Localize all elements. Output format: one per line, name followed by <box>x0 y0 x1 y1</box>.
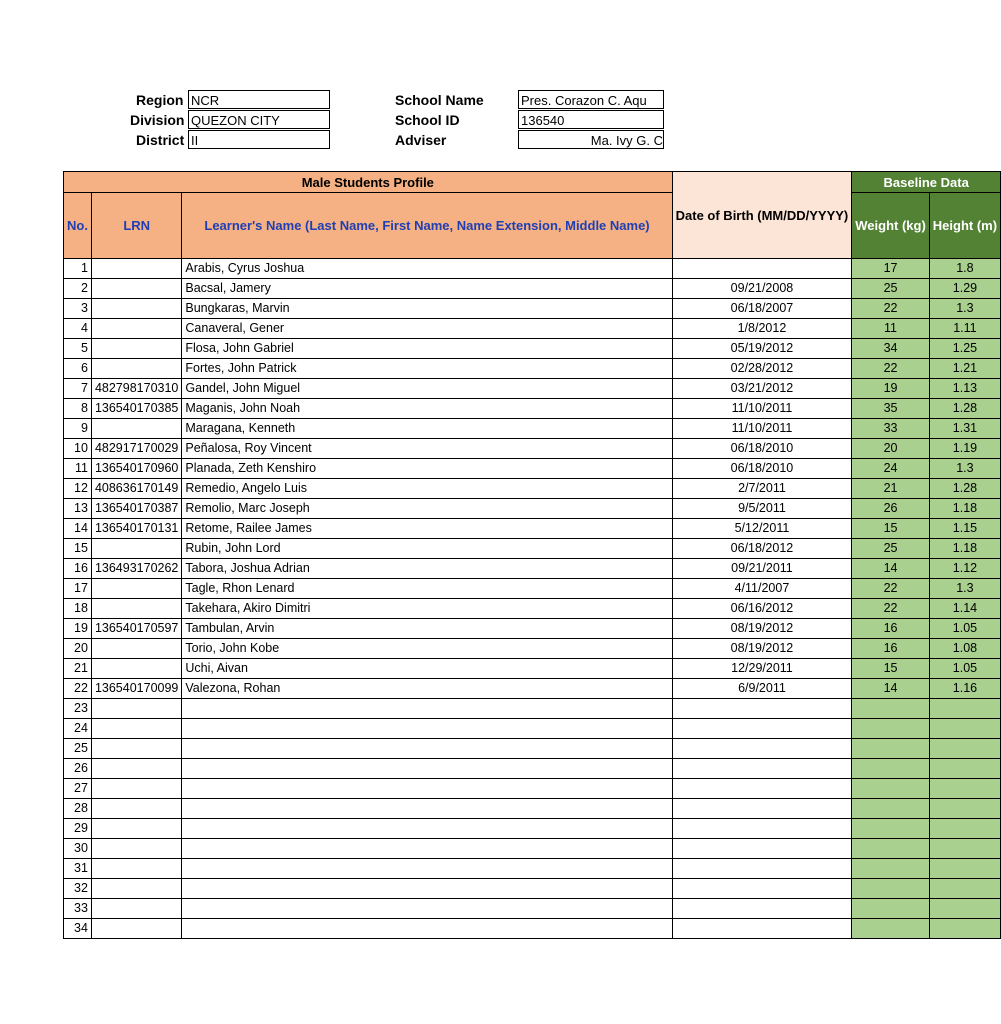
learner-name-cell[interactable] <box>182 739 672 759</box>
height-cell[interactable] <box>929 859 1000 879</box>
weight-cell[interactable] <box>852 879 930 899</box>
table-row <box>64 579 1001 599</box>
table-row <box>64 799 1001 819</box>
weight-cell[interactable]: 21 <box>852 479 930 499</box>
adviser-label: Adviser <box>395 132 447 148</box>
row-number[interactable]: 6 <box>64 359 92 379</box>
dob-cell[interactable] <box>672 899 852 919</box>
weight-cell[interactable] <box>852 719 930 739</box>
height-cell[interactable]: 1.14 <box>929 599 1000 619</box>
learner-name-cell[interactable]: Canaveral, Gener <box>182 319 672 339</box>
table-row <box>64 739 1001 759</box>
height-cell[interactable]: 1.18 <box>929 539 1000 559</box>
dob-cell[interactable] <box>672 739 852 759</box>
row-number[interactable]: 21 <box>64 659 92 679</box>
dob-cell[interactable]: 9/5/2011 <box>672 499 852 519</box>
learner-name-cell[interactable]: Bungkaras, Marvin <box>182 299 672 319</box>
dob-cell[interactable]: 2/7/2011 <box>672 479 852 499</box>
weight-cell[interactable]: 11 <box>852 319 930 339</box>
table-row <box>64 499 1001 519</box>
height-cell[interactable]: 1.08 <box>929 639 1000 659</box>
weight-cell[interactable]: 16 <box>852 619 930 639</box>
lrn-header: LRN <box>91 193 181 259</box>
lrn-cell[interactable]: 136540170387 <box>91 499 181 519</box>
dob-cell[interactable]: 06/16/2012 <box>672 599 852 619</box>
weight-cell[interactable] <box>852 739 930 759</box>
table-row <box>64 479 1001 499</box>
row-number[interactable]: 30 <box>64 839 92 859</box>
weight-cell[interactable] <box>852 699 930 719</box>
lrn-cell[interactable] <box>91 659 181 679</box>
lrn-cell[interactable] <box>91 899 181 919</box>
height-cell[interactable] <box>929 739 1000 759</box>
lrn-cell[interactable] <box>91 339 181 359</box>
height-cell[interactable]: 1.3 <box>929 579 1000 599</box>
lrn-cell[interactable] <box>91 299 181 319</box>
table-row <box>64 839 1001 859</box>
weight-cell[interactable]: 22 <box>852 579 930 599</box>
lrn-cell[interactable] <box>91 919 181 939</box>
weight-cell[interactable]: 34 <box>852 339 930 359</box>
row-number[interactable]: 27 <box>64 779 92 799</box>
weight-cell[interactable]: 14 <box>852 559 930 579</box>
row-number[interactable]: 14 <box>64 519 92 539</box>
dob-cell[interactable] <box>672 799 852 819</box>
weight-cell[interactable]: 22 <box>852 299 930 319</box>
table-row <box>64 539 1001 559</box>
row-number[interactable]: 2 <box>64 279 92 299</box>
learner-name-cell[interactable] <box>182 819 672 839</box>
lrn-cell[interactable] <box>91 859 181 879</box>
lrn-cell[interactable] <box>91 739 181 759</box>
division-label: Division <box>130 112 185 128</box>
row-number[interactable]: 17 <box>64 579 92 599</box>
lrn-cell[interactable] <box>91 819 181 839</box>
table-row <box>64 279 1001 299</box>
dob-cell[interactable] <box>672 699 852 719</box>
table-row <box>64 819 1001 839</box>
learner-name-cell[interactable] <box>182 919 672 939</box>
height-header: Height (m) <box>929 193 1000 259</box>
weight-cell[interactable]: 20 <box>852 439 930 459</box>
height-cell[interactable]: 1.13 <box>929 379 1000 399</box>
table-row <box>64 879 1001 899</box>
row-number[interactable]: 24 <box>64 719 92 739</box>
row-number[interactable]: 5 <box>64 339 92 359</box>
lrn-cell[interactable] <box>91 599 181 619</box>
table-row <box>64 599 1001 619</box>
table-row <box>64 779 1001 799</box>
learner-name-cell[interactable] <box>182 879 672 899</box>
learner-name-cell[interactable]: Arabis, Cyrus Joshua <box>182 259 672 279</box>
table-row <box>64 859 1001 879</box>
learner-name-cell[interactable]: Fortes, John Patrick <box>182 359 672 379</box>
table-row <box>64 419 1001 439</box>
school-id-field[interactable]: 136540 <box>518 110 664 129</box>
learner-name-cell[interactable]: Retome, Railee James <box>182 519 672 539</box>
dob-cell[interactable]: 09/21/2008 <box>672 279 852 299</box>
dob-header: Date of Birth (MM/DD/YYYY) <box>672 172 852 259</box>
row-number[interactable]: 15 <box>64 539 92 559</box>
region-field[interactable]: NCR <box>188 90 330 109</box>
learner-name-cell[interactable]: Rubin, John Lord <box>182 539 672 559</box>
weight-cell[interactable] <box>852 799 930 819</box>
baseline-header: Baseline Data <box>852 172 1001 193</box>
lrn-cell[interactable] <box>91 759 181 779</box>
dob-cell[interactable]: 03/21/2012 <box>672 379 852 399</box>
learner-name-cell[interactable]: Peñalosa, Roy Vincent <box>182 439 672 459</box>
height-cell[interactable]: 1.25 <box>929 339 1000 359</box>
weight-cell[interactable]: 25 <box>852 279 930 299</box>
learner-name-cell[interactable] <box>182 899 672 919</box>
height-cell[interactable] <box>929 839 1000 859</box>
height-cell[interactable] <box>929 799 1000 819</box>
dob-cell[interactable] <box>672 839 852 859</box>
row-number[interactable]: 16 <box>64 559 92 579</box>
learner-name-cell[interactable] <box>182 799 672 819</box>
table-row <box>64 759 1001 779</box>
dob-cell[interactable]: 06/18/2012 <box>672 539 852 559</box>
lrn-cell[interactable] <box>91 879 181 899</box>
row-number[interactable]: 28 <box>64 799 92 819</box>
row-number[interactable]: 13 <box>64 499 92 519</box>
row-number[interactable]: 3 <box>64 299 92 319</box>
weight-cell[interactable] <box>852 839 930 859</box>
dob-cell[interactable]: 1/8/2012 <box>672 319 852 339</box>
row-number[interactable]: 19 <box>64 619 92 639</box>
row-number[interactable]: 18 <box>64 599 92 619</box>
weight-cell[interactable]: 26 <box>852 499 930 519</box>
lrn-cell[interactable]: 136493170262 <box>91 559 181 579</box>
dob-cell[interactable]: 06/18/2007 <box>672 299 852 319</box>
height-cell[interactable]: 1.05 <box>929 659 1000 679</box>
dob-cell[interactable]: 06/18/2010 <box>672 439 852 459</box>
height-cell[interactable]: 1.28 <box>929 399 1000 419</box>
height-cell[interactable]: 1.05 <box>929 619 1000 639</box>
table-row <box>64 459 1001 479</box>
dob-cell[interactable] <box>672 759 852 779</box>
weight-cell[interactable]: 22 <box>852 359 930 379</box>
dob-cell[interactable]: 08/19/2012 <box>672 639 852 659</box>
learner-name-cell[interactable]: Tabora, Joshua Adrian <box>182 559 672 579</box>
table-row <box>64 639 1001 659</box>
height-cell[interactable] <box>929 899 1000 919</box>
learner-name-cell[interactable]: Takehara, Akiro Dimitri <box>182 599 672 619</box>
row-number[interactable]: 1 <box>64 259 92 279</box>
learner-name-cell[interactable]: Remedio, Angelo Luis <box>182 479 672 499</box>
learner-name-cell[interactable] <box>182 779 672 799</box>
dob-cell[interactable]: 02/28/2012 <box>672 359 852 379</box>
weight-cell[interactable]: 17 <box>852 259 930 279</box>
lrn-cell[interactable] <box>91 539 181 559</box>
row-number[interactable]: 10 <box>64 439 92 459</box>
dob-cell[interactable]: 05/19/2012 <box>672 339 852 359</box>
table-row <box>64 299 1001 319</box>
row-number[interactable]: 25 <box>64 739 92 759</box>
lrn-cell[interactable]: 136540170597 <box>91 619 181 639</box>
table-row <box>64 899 1001 919</box>
dob-cell[interactable]: 09/21/2011 <box>672 559 852 579</box>
dob-cell[interactable]: 06/18/2010 <box>672 459 852 479</box>
district-field[interactable]: II <box>188 130 330 149</box>
learner-name-cell[interactable]: Valezona, Rohan <box>182 679 672 699</box>
row-number[interactable]: 4 <box>64 319 92 339</box>
height-cell[interactable]: 1.12 <box>929 559 1000 579</box>
weight-cell[interactable] <box>852 759 930 779</box>
weight-cell[interactable]: 15 <box>852 519 930 539</box>
no-header: No. <box>64 193 92 259</box>
weight-cell[interactable]: 15 <box>852 659 930 679</box>
adviser-field[interactable]: Ma. Ivy G. C <box>518 130 664 149</box>
table-row <box>64 519 1001 539</box>
learner-name-cell[interactable]: Remolio, Marc Joseph <box>182 499 672 519</box>
table-row <box>64 379 1001 399</box>
learner-name-cell[interactable]: Torio, John Kobe <box>182 639 672 659</box>
lrn-cell[interactable] <box>91 419 181 439</box>
weight-cell[interactable] <box>852 779 930 799</box>
height-cell[interactable] <box>929 919 1000 939</box>
lrn-cell[interactable]: 136540170131 <box>91 519 181 539</box>
row-number[interactable]: 7 <box>64 379 92 399</box>
name-header: Learner's Name (Last Name, First Name, Name Extension, Middle Name) <box>182 193 672 259</box>
learner-name-cell[interactable]: Planada, Zeth Kenshiro <box>182 459 672 479</box>
learner-name-cell[interactable]: Gandel, John Miguel <box>182 379 672 399</box>
dob-cell[interactable] <box>672 859 852 879</box>
height-cell[interactable] <box>929 759 1000 779</box>
learner-name-cell[interactable]: Tagle, Rhon Lenard <box>182 579 672 599</box>
dob-cell[interactable] <box>672 259 852 279</box>
dob-cell[interactable]: 11/10/2011 <box>672 399 852 419</box>
learner-name-cell[interactable]: Maragana, Kenneth <box>182 419 672 439</box>
dob-cell[interactable] <box>672 819 852 839</box>
lrn-cell[interactable]: 482798170310 <box>91 379 181 399</box>
height-cell[interactable]: 1.3 <box>929 459 1000 479</box>
weight-cell[interactable]: 16 <box>852 639 930 659</box>
row-number[interactable]: 9 <box>64 419 92 439</box>
learner-name-cell[interactable] <box>182 719 672 739</box>
dob-cell[interactable]: 4/11/2007 <box>672 579 852 599</box>
lrn-cell[interactable] <box>91 319 181 339</box>
row-number[interactable]: 31 <box>64 859 92 879</box>
lrn-cell[interactable] <box>91 259 181 279</box>
height-cell[interactable]: 1.21 <box>929 359 1000 379</box>
lrn-cell[interactable] <box>91 359 181 379</box>
lrn-cell[interactable] <box>91 279 181 299</box>
weight-cell[interactable] <box>852 919 930 939</box>
height-cell[interactable] <box>929 819 1000 839</box>
row-number[interactable]: 26 <box>64 759 92 779</box>
learner-name-cell[interactable]: Uchi, Aivan <box>182 659 672 679</box>
learner-name-cell[interactable]: Maganis, John Noah <box>182 399 672 419</box>
lrn-cell[interactable] <box>91 799 181 819</box>
row-number[interactable]: 29 <box>64 819 92 839</box>
school-id-label: School ID <box>395 112 460 128</box>
row-number[interactable]: 32 <box>64 879 92 899</box>
height-cell[interactable]: 1.31 <box>929 419 1000 439</box>
lrn-cell[interactable] <box>91 719 181 739</box>
dob-cell[interactable] <box>672 919 852 939</box>
learner-name-cell[interactable]: Bacsal, Jamery <box>182 279 672 299</box>
lrn-cell[interactable] <box>91 639 181 659</box>
table-row <box>64 559 1001 579</box>
table-row <box>64 699 1001 719</box>
height-cell[interactable]: 1.16 <box>929 679 1000 699</box>
lrn-cell[interactable]: 482917170029 <box>91 439 181 459</box>
weight-cell[interactable]: 22 <box>852 599 930 619</box>
row-number[interactable]: 12 <box>64 479 92 499</box>
dob-cell[interactable]: 5/12/2011 <box>672 519 852 539</box>
height-cell[interactable]: 1.18 <box>929 499 1000 519</box>
row-number[interactable]: 8 <box>64 399 92 419</box>
table-row <box>64 359 1001 379</box>
height-cell[interactable]: 1.15 <box>929 519 1000 539</box>
weight-header: Weight (kg) <box>852 193 930 259</box>
learner-name-cell[interactable] <box>182 859 672 879</box>
dob-cell[interactable]: 11/10/2011 <box>672 419 852 439</box>
weight-cell[interactable] <box>852 899 930 919</box>
weight-cell[interactable]: 19 <box>852 379 930 399</box>
weight-cell[interactable] <box>852 859 930 879</box>
lrn-cell[interactable]: 136540170099 <box>91 679 181 699</box>
height-cell[interactable]: 1.11 <box>929 319 1000 339</box>
learner-name-cell[interactable] <box>182 759 672 779</box>
weight-cell[interactable] <box>852 819 930 839</box>
height-cell[interactable]: 1.3 <box>929 299 1000 319</box>
table-row <box>64 679 1001 699</box>
dob-cell[interactable]: 08/19/2012 <box>672 619 852 639</box>
weight-cell[interactable]: 25 <box>852 539 930 559</box>
lrn-cell[interactable]: 136540170385 <box>91 399 181 419</box>
male-students-table <box>63 171 1001 939</box>
table-row <box>64 659 1001 679</box>
height-cell[interactable] <box>929 879 1000 899</box>
lrn-cell[interactable] <box>91 579 181 599</box>
dob-cell[interactable] <box>672 779 852 799</box>
table-title: Male Students Profile <box>64 172 673 193</box>
table-row <box>64 719 1001 739</box>
learner-name-cell[interactable] <box>182 839 672 859</box>
learner-name-cell[interactable] <box>182 699 672 719</box>
row-number[interactable]: 23 <box>64 699 92 719</box>
school-name-label: School Name <box>395 92 484 108</box>
height-cell[interactable] <box>929 719 1000 739</box>
table-row <box>64 259 1001 279</box>
height-cell[interactable]: 1.28 <box>929 479 1000 499</box>
lrn-cell[interactable] <box>91 779 181 799</box>
district-label: District <box>136 132 185 148</box>
lrn-cell[interactable]: 408636170149 <box>91 479 181 499</box>
height-cell[interactable]: 1.19 <box>929 439 1000 459</box>
table-row <box>64 619 1001 639</box>
row-number[interactable]: 33 <box>64 899 92 919</box>
row-number[interactable]: 22 <box>64 679 92 699</box>
lrn-cell[interactable]: 136540170960 <box>91 459 181 479</box>
weight-cell[interactable]: 33 <box>852 419 930 439</box>
school-name-field[interactable]: Pres. Corazon C. Aqu <box>518 90 664 109</box>
row-number[interactable]: 11 <box>64 459 92 479</box>
region-label: Region <box>136 92 184 108</box>
lrn-cell[interactable] <box>91 839 181 859</box>
dob-cell[interactable] <box>672 719 852 739</box>
learner-name-cell[interactable]: Tambulan, Arvin <box>182 619 672 639</box>
division-field[interactable]: QUEZON CITY <box>188 110 330 129</box>
table-row <box>64 919 1001 939</box>
table-row <box>64 399 1001 419</box>
weight-cell[interactable]: 14 <box>852 679 930 699</box>
row-number[interactable]: 34 <box>64 919 92 939</box>
dob-cell[interactable]: 6/9/2011 <box>672 679 852 699</box>
table-row <box>64 439 1001 459</box>
height-cell[interactable]: 1.29 <box>929 279 1000 299</box>
height-cell[interactable] <box>929 699 1000 719</box>
table-row <box>64 339 1001 359</box>
weight-cell[interactable]: 24 <box>852 459 930 479</box>
weight-cell[interactable]: 35 <box>852 399 930 419</box>
dob-cell[interactable] <box>672 879 852 899</box>
height-cell[interactable] <box>929 779 1000 799</box>
dob-cell[interactable]: 12/29/2011 <box>672 659 852 679</box>
learner-name-cell[interactable]: Flosa, John Gabriel <box>182 339 672 359</box>
table-row <box>64 319 1001 339</box>
row-number[interactable]: 20 <box>64 639 92 659</box>
lrn-cell[interactable] <box>91 699 181 719</box>
height-cell[interactable]: 1.8 <box>929 259 1000 279</box>
